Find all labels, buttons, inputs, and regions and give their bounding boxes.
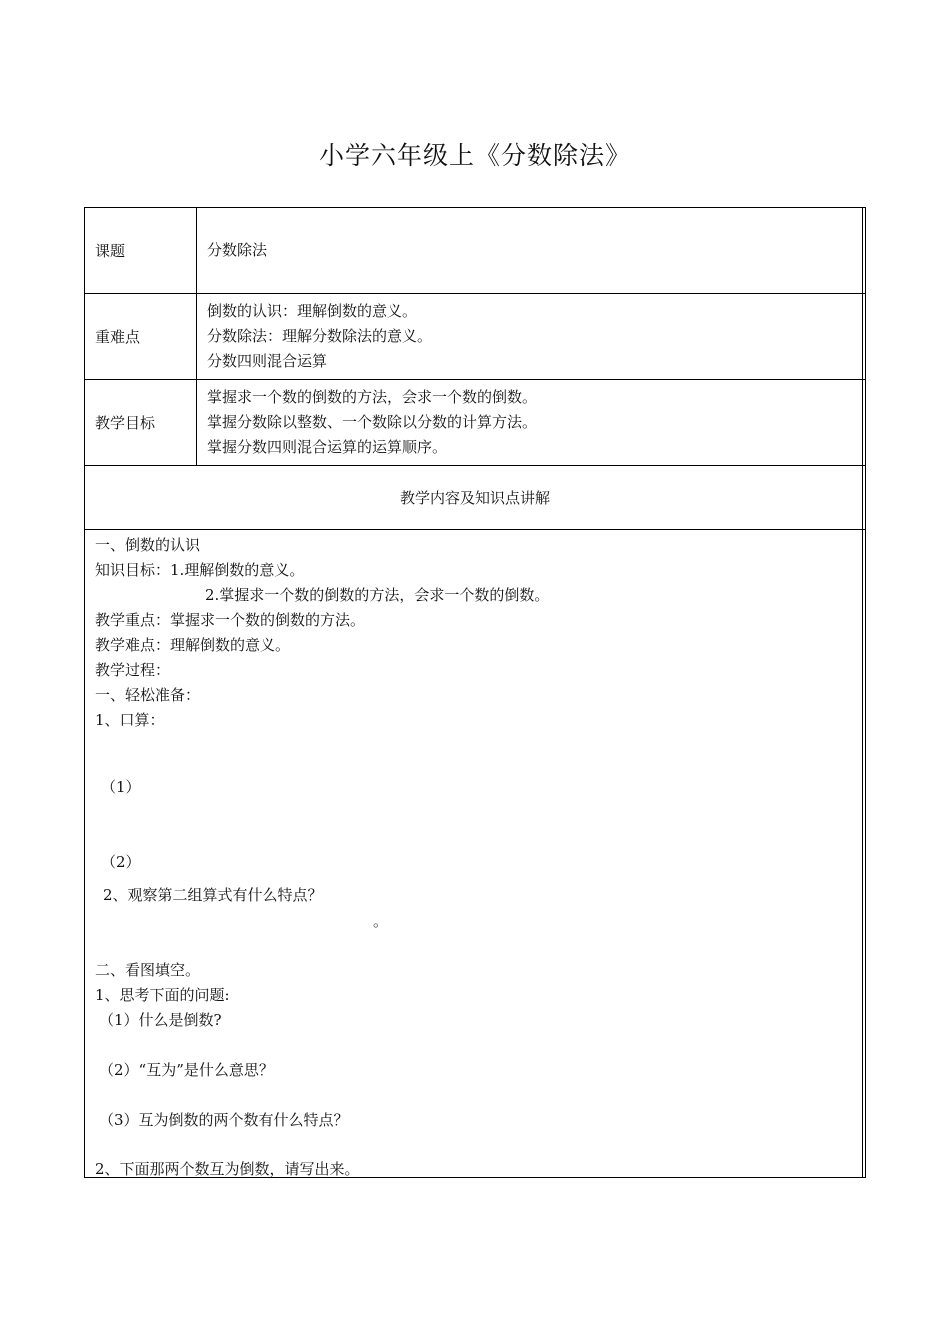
content-line: 教学难点：理解倒数的意义。 xyxy=(95,636,291,654)
content-line: 教学重点：掌握求一个数的倒数的方法。 xyxy=(95,611,366,629)
content-line: （3）互为倒数的两个数有什么特点？ xyxy=(99,1111,349,1129)
key-point-line: 分数四则混合运算 xyxy=(207,352,328,370)
topic-value xyxy=(197,208,865,293)
lesson-plan-table xyxy=(84,207,866,1178)
document-title: 小学六年级上《分数除法》 xyxy=(318,141,631,170)
objective-line: 掌握求一个数的倒数的方法，会求一个数的倒数。 xyxy=(207,388,538,406)
content-line: （2） xyxy=(101,853,141,871)
content-line: 知识目标：1.理解倒数的意义。 xyxy=(95,561,305,579)
content-line: 一、倒数的认识 xyxy=(95,536,201,554)
objective-line: 掌握分数四则混合运算的运算顺序。 xyxy=(207,438,448,456)
content-line: 1、思考下面的问题: xyxy=(95,986,230,1004)
key-points-value xyxy=(197,294,865,379)
objectives-label: 教学目标 xyxy=(85,380,197,465)
topic-row xyxy=(85,208,865,294)
content-line: 2、下面那两个数互为倒数，请写出来。 xyxy=(95,1160,360,1178)
section-header: 教学内容及知识点讲解 xyxy=(399,489,550,507)
content-line: 。 xyxy=(373,912,389,930)
topic-value-text: 分数除法 xyxy=(207,241,268,259)
key-points-label: 重难点 xyxy=(85,294,197,379)
content-line: （2）“互为”是什么意思？ xyxy=(99,1061,274,1079)
objectives-value xyxy=(197,380,865,465)
objective-line: 掌握分数除以整数、一个数除以分数的计算方法。 xyxy=(207,413,538,431)
topic-label: 课题 xyxy=(85,208,197,293)
content-line: 教学过程： xyxy=(95,661,171,679)
content-line: 2、观察第二组算式有什么特点？ xyxy=(103,886,323,904)
key-point-line: 倒数的认识：理解倒数的意义。 xyxy=(207,302,418,320)
content-line: 一、轻松准备： xyxy=(95,686,201,704)
key-point-line: 分数除法：理解分数除法的意义。 xyxy=(207,327,433,345)
objectives-row xyxy=(85,380,865,466)
content-line: （1） xyxy=(101,778,141,796)
content-line: 二、看图填空。 xyxy=(95,961,201,979)
content-line: （1）什么是倒数? xyxy=(99,1011,222,1029)
lesson-content xyxy=(85,530,865,1177)
content-line: 1、口算： xyxy=(95,711,165,729)
section-header-row xyxy=(85,466,865,530)
content-line: 2.掌握求一个数的倒数的方法，会求一个数的倒数。 xyxy=(205,586,550,604)
key-points-row xyxy=(85,294,865,380)
